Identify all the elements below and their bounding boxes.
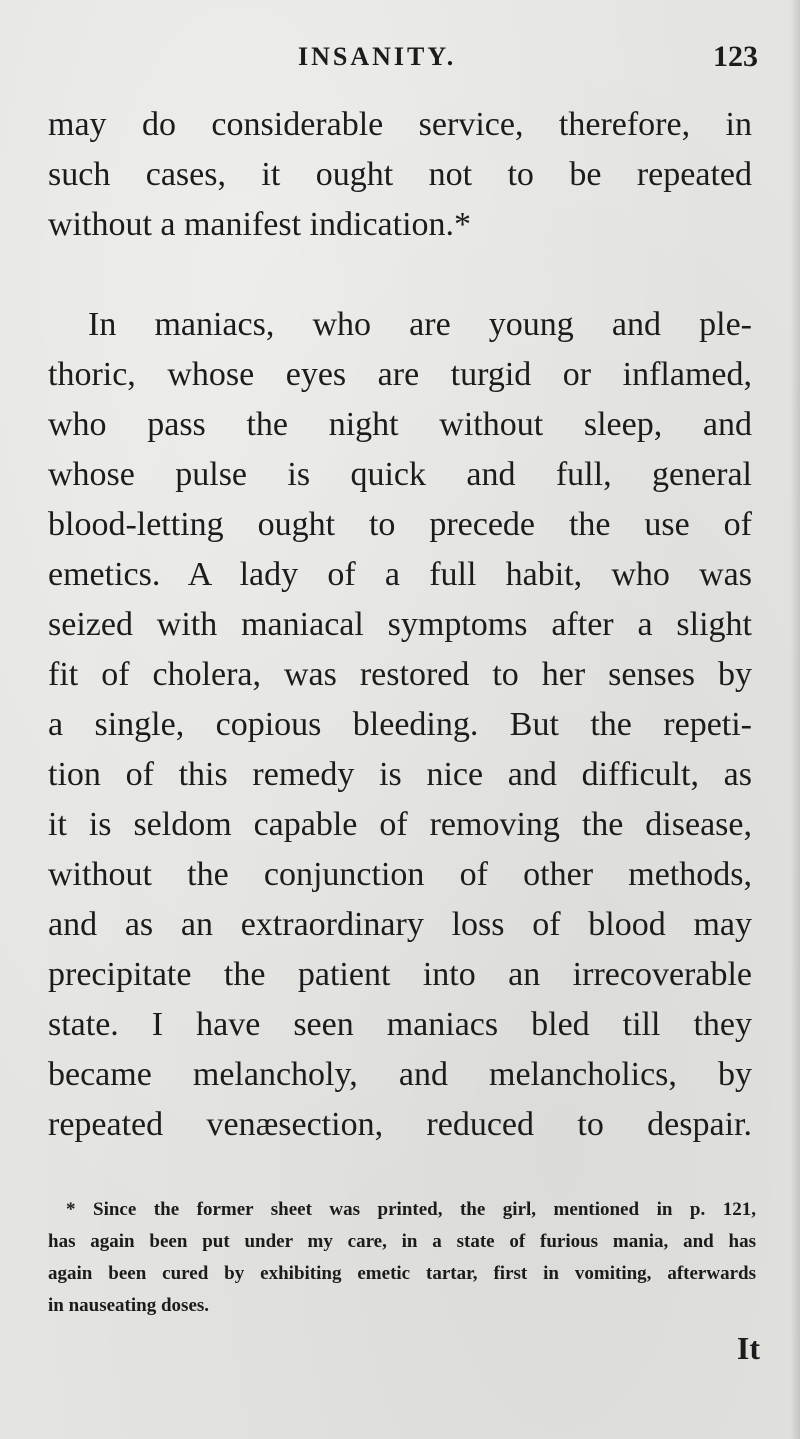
footnote-line: has again been put under my care, in a state of furious mania, and has	[48, 1231, 756, 1252]
text-line: and as an extraordinary loss of blood may	[48, 906, 752, 943]
text-line: such cases, it ought not to be repeated	[48, 156, 752, 193]
text-line: thoric, whose eyes are turgid or inflamed,	[48, 356, 752, 393]
footnote	[48, 1194, 756, 1322]
text-line: emetics. A lady of a full habit, who was	[48, 556, 752, 593]
paragraph-2	[48, 300, 752, 1150]
text-line: fit of cholera, was restored to her senses by	[48, 656, 752, 693]
text-line: became melancholy, and melancholics, by	[48, 1056, 752, 1093]
page-header	[48, 40, 758, 80]
text-line: it is seldom capable of removing the disease,	[48, 806, 752, 843]
text-line: a single, copious bleeding. But the repeti-	[48, 706, 752, 743]
text-line: precipitate the patient into an irrecoverable	[48, 956, 752, 993]
footnote-line: again been cured by exhibiting emetic tartar, first in vomiting, afterwards	[48, 1263, 756, 1284]
running-head: INSANITY.	[298, 42, 457, 71]
text-line: tion of this remedy is nice and difficult, as	[48, 756, 752, 793]
text-line: who pass the night without sleep, and	[48, 406, 752, 443]
footnote-line: in nauseating doses.	[48, 1295, 210, 1316]
text-line: state. I have seen maniacs bled till they	[48, 1006, 752, 1043]
text-line: may do considerable service, therefore, in	[48, 106, 752, 143]
footnote-line: * Since the former sheet was printed, the girl, mentioned in p. 121,	[66, 1199, 756, 1220]
text-line: without the conjunction of other methods,	[48, 856, 752, 893]
page-number: 123	[713, 40, 758, 73]
text-line: In maniacs, who are young and ple-	[88, 306, 752, 343]
text-line: blood-letting ought to precede the use of	[48, 506, 752, 543]
text-line: without a manifest indication.*	[48, 206, 472, 243]
paragraph-1	[48, 100, 752, 250]
text-line: whose pulse is quick and full, general	[48, 456, 752, 493]
body-text	[48, 100, 752, 1150]
page-edge-shadow	[790, 0, 800, 1439]
paragraph-gap	[48, 250, 752, 300]
text-line: seized with maniacal symptoms after a slight	[48, 606, 752, 643]
catchword: It	[736, 1330, 760, 1366]
text-line: repeated venæsection, reduced to despair.	[48, 1106, 752, 1143]
